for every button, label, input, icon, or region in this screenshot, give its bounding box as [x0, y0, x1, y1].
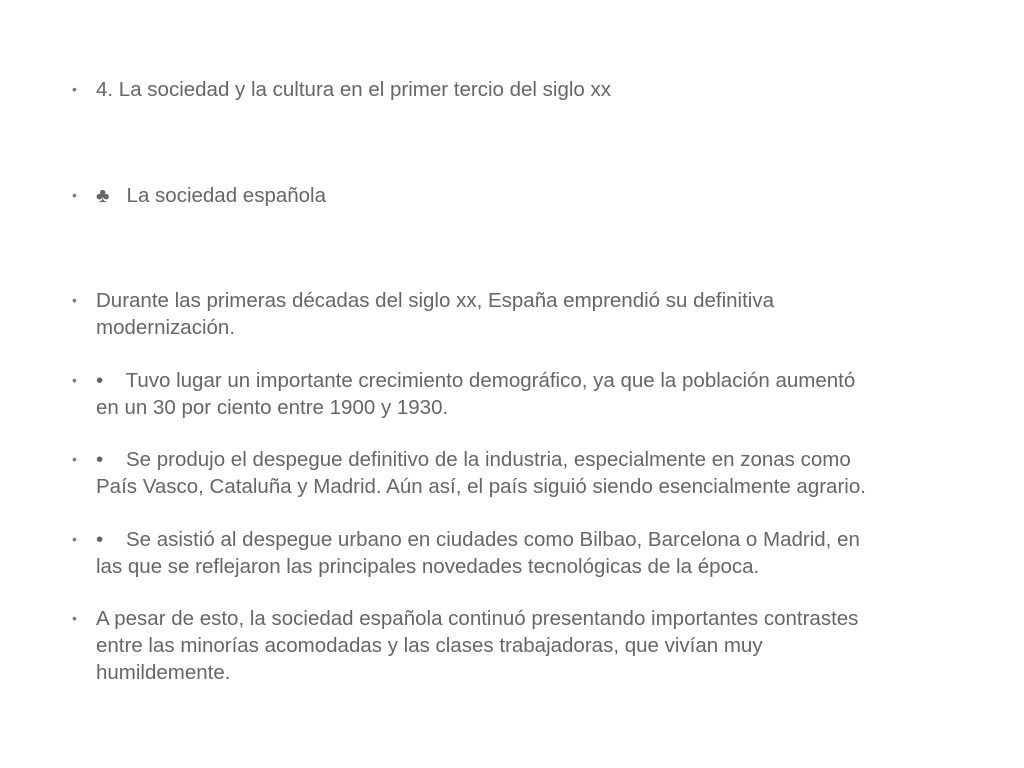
bullet-icon: •: [72, 531, 77, 547]
list-item-text: 4. La sociedad y la cultura en el primer tercio del siglo xx: [96, 78, 612, 101]
bullet-icon: •: [72, 292, 77, 308]
list-item: [72, 526, 952, 580]
list-item-text: ♣ La sociedad española: [96, 184, 327, 207]
list-item-title: [72, 76, 952, 103]
bullet-icon: •: [72, 81, 77, 97]
bullet-icon: •: [72, 610, 77, 626]
list-item: [72, 367, 952, 421]
list-item-text: • Tuvo lugar un importante crecimiento demográfico, ya que la población aumentó en un 30 por ciento entre 1900 y 1930.: [96, 369, 856, 419]
bullet-icon: •: [72, 187, 77, 203]
list-item-text: A pesar de esto, la sociedad española continuó presentando importantes contrastes entre las minorías acomodadas y las clases trabajadoras, que vivían muy humildemente.: [96, 607, 859, 684]
bullet-icon: •: [72, 451, 77, 467]
list-item-text: Durante las primeras décadas del siglo xx, España emprendió su definitiva modernización.: [96, 289, 775, 339]
list-item-subtitle: [72, 182, 952, 209]
list-item-text: • Se produjo el despegue definitivo de la industria, especialmente en zonas como País Vasco, Cataluña y Madrid. Aún así, el país siguió siendo esencialmente agrario.: [96, 448, 866, 498]
list-item: [72, 287, 952, 341]
list-item-text: • Se asistió al despegue urbano en ciudades como Bilbao, Barcelona o Madrid, en las que se reflejaron las principales novedades tecnológicas de la época.: [96, 528, 860, 578]
list-item: [72, 446, 952, 500]
bullet-icon: •: [72, 372, 77, 388]
list-item: [72, 605, 952, 686]
